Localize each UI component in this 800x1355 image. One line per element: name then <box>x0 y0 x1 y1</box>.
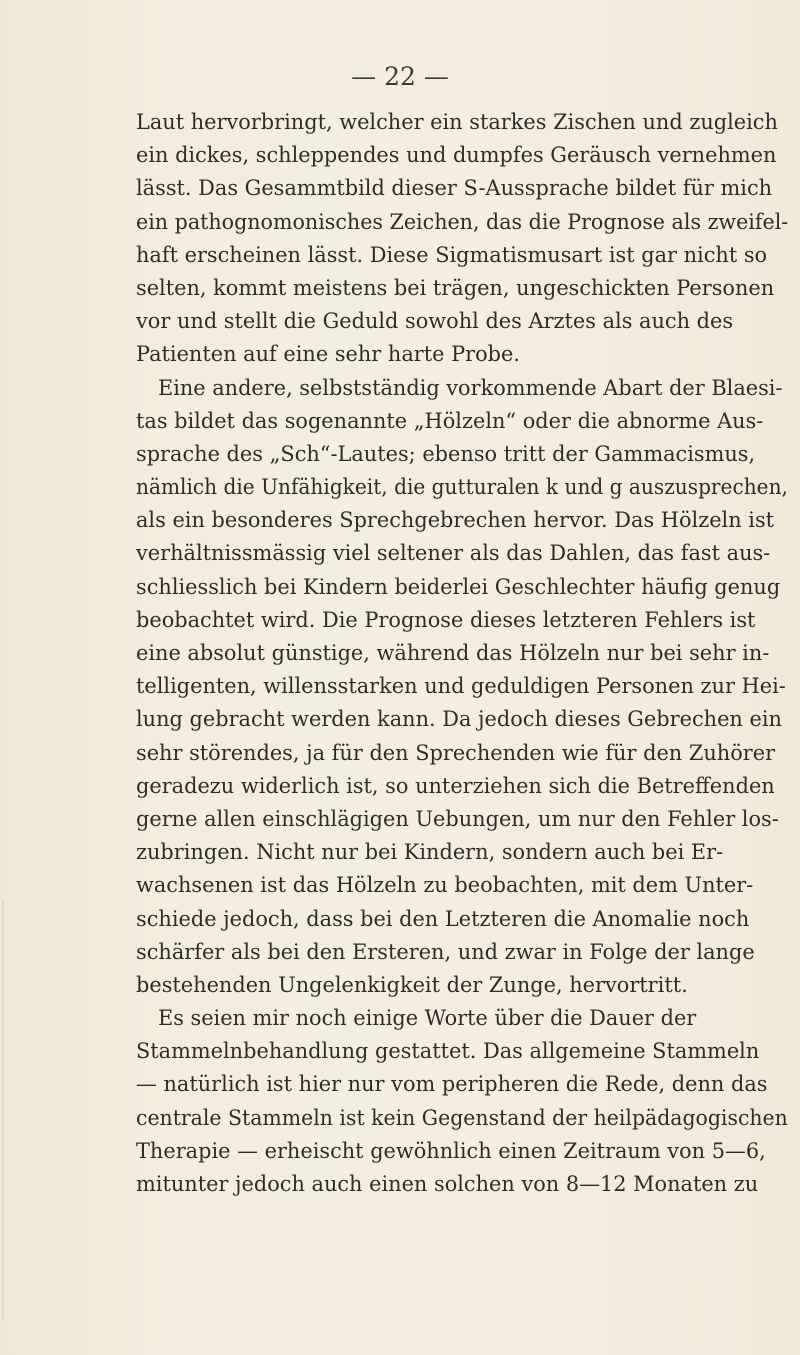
text-line: gerne allen einschlägigen Uebungen, um nur den Fehler los- <box>136 806 779 832</box>
text-line: telligenten, willensstarken und geduldigen Personen zur Hei- <box>136 674 786 700</box>
text-line: lung gebracht werden kann. Da jedoch dieses Gebrechen ein <box>136 707 782 733</box>
text-line: vor und stellt die Geduld sowohl des Arztes als auch des <box>136 309 734 335</box>
text-line: sehr störendes, ja für den Sprechenden wie für den Zuhörer <box>136 740 776 766</box>
body-text <box>136 106 800 1201</box>
text-line: schärfer als bei den Ersteren, und zwar in Folge der lange <box>136 939 755 965</box>
text-line: sprache des „Sch“-Lautes; ebenso tritt der Gammacismus, <box>136 441 756 467</box>
text-line: Patienten auf eine sehr harte Probe. <box>136 342 521 368</box>
text-line: verhältnissmässig viel seltener als das Dahlen, das fast aus- <box>136 541 771 567</box>
text-line: mitunter jedoch auch einen solchen von 8—12 Monaten zu <box>136 1172 759 1197</box>
text-line: nämlich die Unfähigkeit, die gutturalen k und g auszusprechen, <box>136 475 788 501</box>
text-line: Laut hervorbringt, welcher ein starkes Zischen und zugleich <box>136 110 778 135</box>
text-line: ein pathognomonisches Zeichen, das die Prognose als zweifel- <box>136 209 789 235</box>
text-line: Es seien mir noch einige Worte über die Dauer der <box>158 1006 697 1032</box>
page-number: — 22 — <box>351 62 449 91</box>
text-line: ein dickes, schleppendes und dumpfes Geräusch vernehmen <box>136 143 777 169</box>
text-line: Stammelnbehandlung gestattet. Das allgemeine Stammeln <box>136 1039 760 1065</box>
text-line: beobachtet wird. Die Prognose dieses letzteren Fehlers ist <box>136 607 756 633</box>
text-line: Therapie — erheischt gewöhnlich einen Zeitraum von 5—6, <box>136 1138 766 1164</box>
text-line: — natürlich ist hier nur vom peripheren die Rede, denn das <box>136 1072 768 1098</box>
text-line: schiede jedoch, dass bei den Letzteren die Anomalie noch <box>136 906 750 932</box>
page-edge-shadow <box>2 900 4 1320</box>
text-line: eine absolut günstige, während das Hölzeln nur bei sehr in- <box>136 641 770 666</box>
text-line: zubringen. Nicht nur bei Kindern, sondern auch bei Er- <box>136 840 724 866</box>
text-line: haft erscheinen lässt. Diese Sigmatismusart ist gar nicht so <box>136 242 768 268</box>
text-line: lässt. Das Gesammtbild dieser S-Aussprache bildet für mich <box>136 176 773 202</box>
text-line: tas bildet das sogenannte „Hölzeln“ oder die abnorme Aus- <box>136 408 764 434</box>
text-line: Eine andere, selbstständig vorkommende Abart der Blaesi- <box>158 375 783 401</box>
text-line: schliesslich bei Kindern beiderlei Geschlechter häufig genug <box>136 574 781 600</box>
text-line: geradezu widerlich ist, so unterziehen sich die Betreffenden <box>136 773 775 799</box>
text-line: centrale Stammeln ist kein Gegenstand der heilpädagogischen <box>136 1105 788 1131</box>
text-line: als ein besonderes Sprechgebrechen hervor. Das Hölzeln ist <box>136 508 775 534</box>
text-line: wachsenen ist das Hölzeln zu beobachten, mit dem Unter- <box>136 873 754 899</box>
text-line: bestehenden Ungelenkigkeit der Zunge, hervortritt. <box>136 972 688 998</box>
text-line: selten, kommt meistens bei trägen, ungeschickten Personen <box>136 275 775 301</box>
